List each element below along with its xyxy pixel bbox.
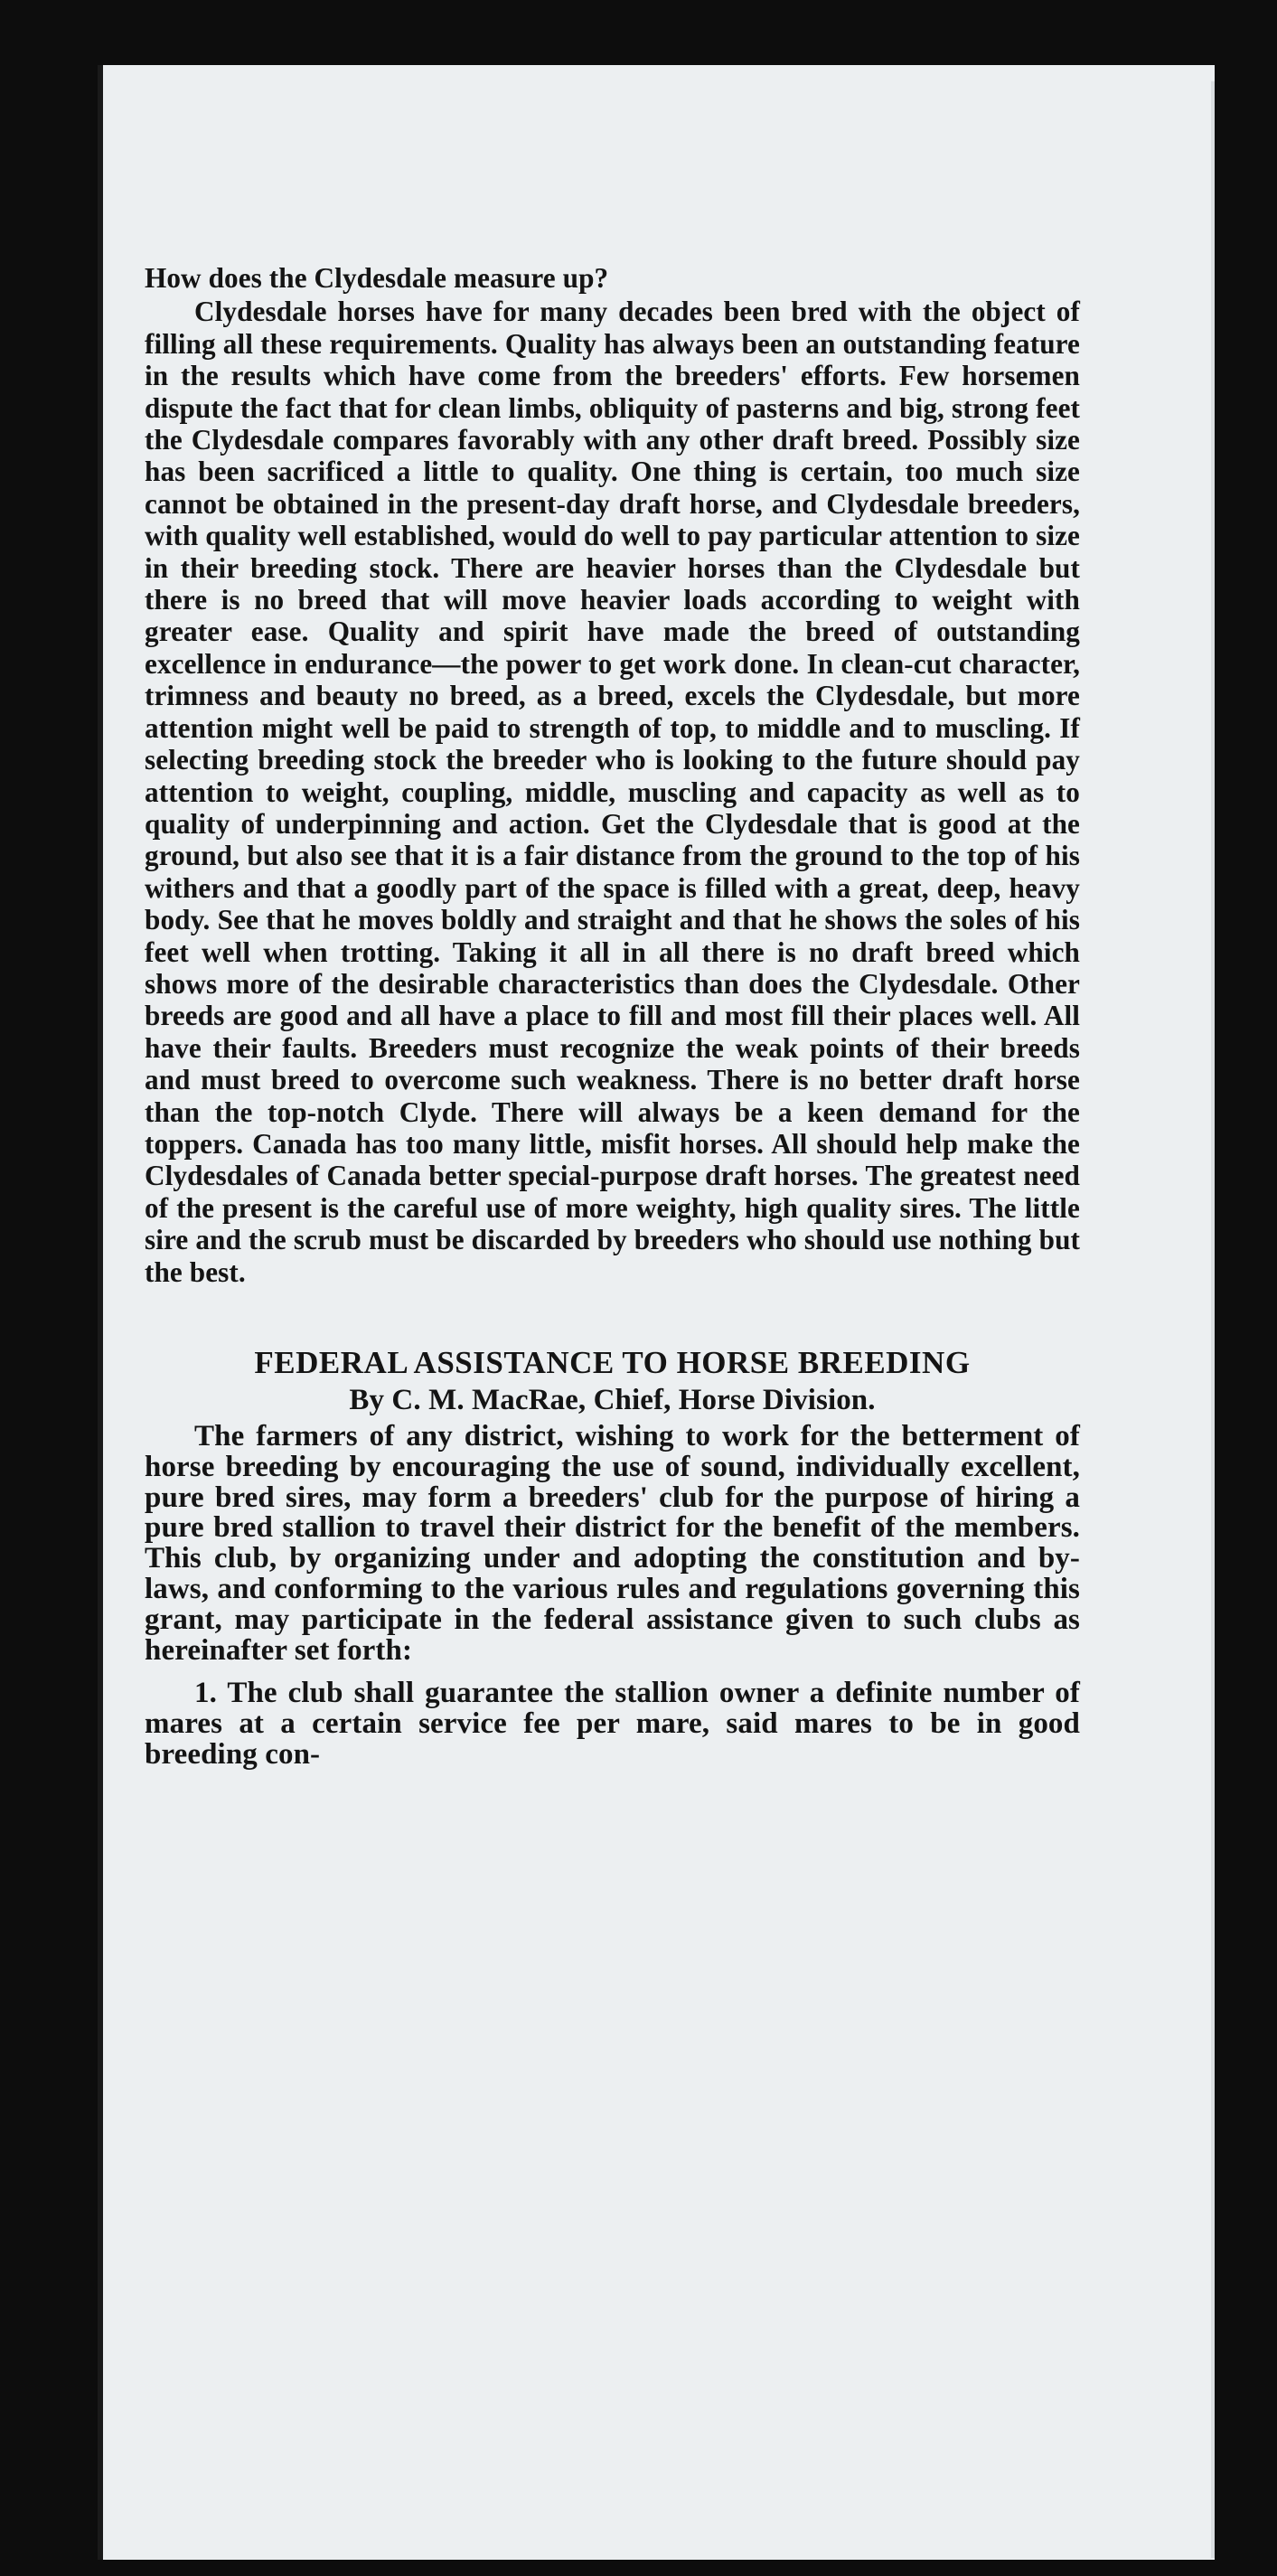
author-byline: By C. M. MacRae, Chief, Horse Division. <box>349 1384 876 1416</box>
section-question: How does the Clydesdale measure up? <box>145 262 609 294</box>
scan-border-right <box>1215 0 1277 2576</box>
paragraph-federal-assistance: The farmers of any district, wishing to work for the betterment of horse breeding by encouraging the use of sound, individually excellent, pure bred sires, may form a breeders' club for the purpose of hiring a pure bred stallion to travel their district for the benefit of the members. This club, by organizing under and adopting the constitution and by-laws, and conforming to the various rules and regulations governing this grant, may participate in the federal assistance given to such clubs as hereinafter set forth: <box>145 1420 1080 1667</box>
section-heading: FEDERAL ASSISTANCE TO HORSE BREEDING <box>254 1345 971 1380</box>
paragraph-rule-1: 1. The club shall guarantee the stallion owner a definite number of mares at a certain service fee per mare, said mares to be in good breeding con- <box>145 1677 1080 1771</box>
paragraph-clydesdale: Clydesdale horses have for many decades been bred with the object of filling all these requirements. Quality has always been an outstanding feature in the results which have come from the breeders' efforts. Few horsemen dispute the fact that for clean limbs, obliquity of pasterns and big, strong feet the Clydesdale compares favorably with any other draft breed. Possibly size has been sacrificed a little to quality. One thing is certain, too much size cannot be obtained in the present-day draft horse, and Clydesdale breeders, with quality well established, would do well to pay particular attention to size in their breeding stock. There are heavier horses than the Clydesdale but there is no breed that will move heavier loads according to weight with greater ease. Quality and spirit have made the breed of outstanding excellence in endurance—the power to get work done. In clean-cut character, trimness and beauty no breed, as a breed, excels the Clydesdale, but more attention might well be paid to strength of top, to middle and to muscling. If selecting breeding stock the breeder who is looking to the future should pay attention to weight, coupling, middle, muscling and capacity as well as to quality of underpinning and action. Get the Clydesdale that is good at the ground, but also see that it is a fair distance from the ground to the top of his withers and that a goodly part of the space is filled with a great, deep, heavy body. See that he moves boldly and straight and that he shows the soles of his feet well when trotting. Taking it all in all there is no draft breed which shows more of the desirable characteristics than does the Clydesdale. Other breeds are good and all have a place to fill and most fill their places well. All have their faults. Breeders must recognize the weak points of their breeds and must breed to overcome such weakness. There is no better draft horse than the top-notch Clyde. There will always be a keen demand for the toppers. Canada has too many little, misfit horses. All should help make the Clydesdales of Canada better special-purpose draft horses. The greatest need of the present is the careful use of more weighty, high quality sires. The little sire and the scrub must be discarded by breeders who should use nothing but the best. <box>145 296 1080 1288</box>
document-body <box>145 262 1080 1771</box>
